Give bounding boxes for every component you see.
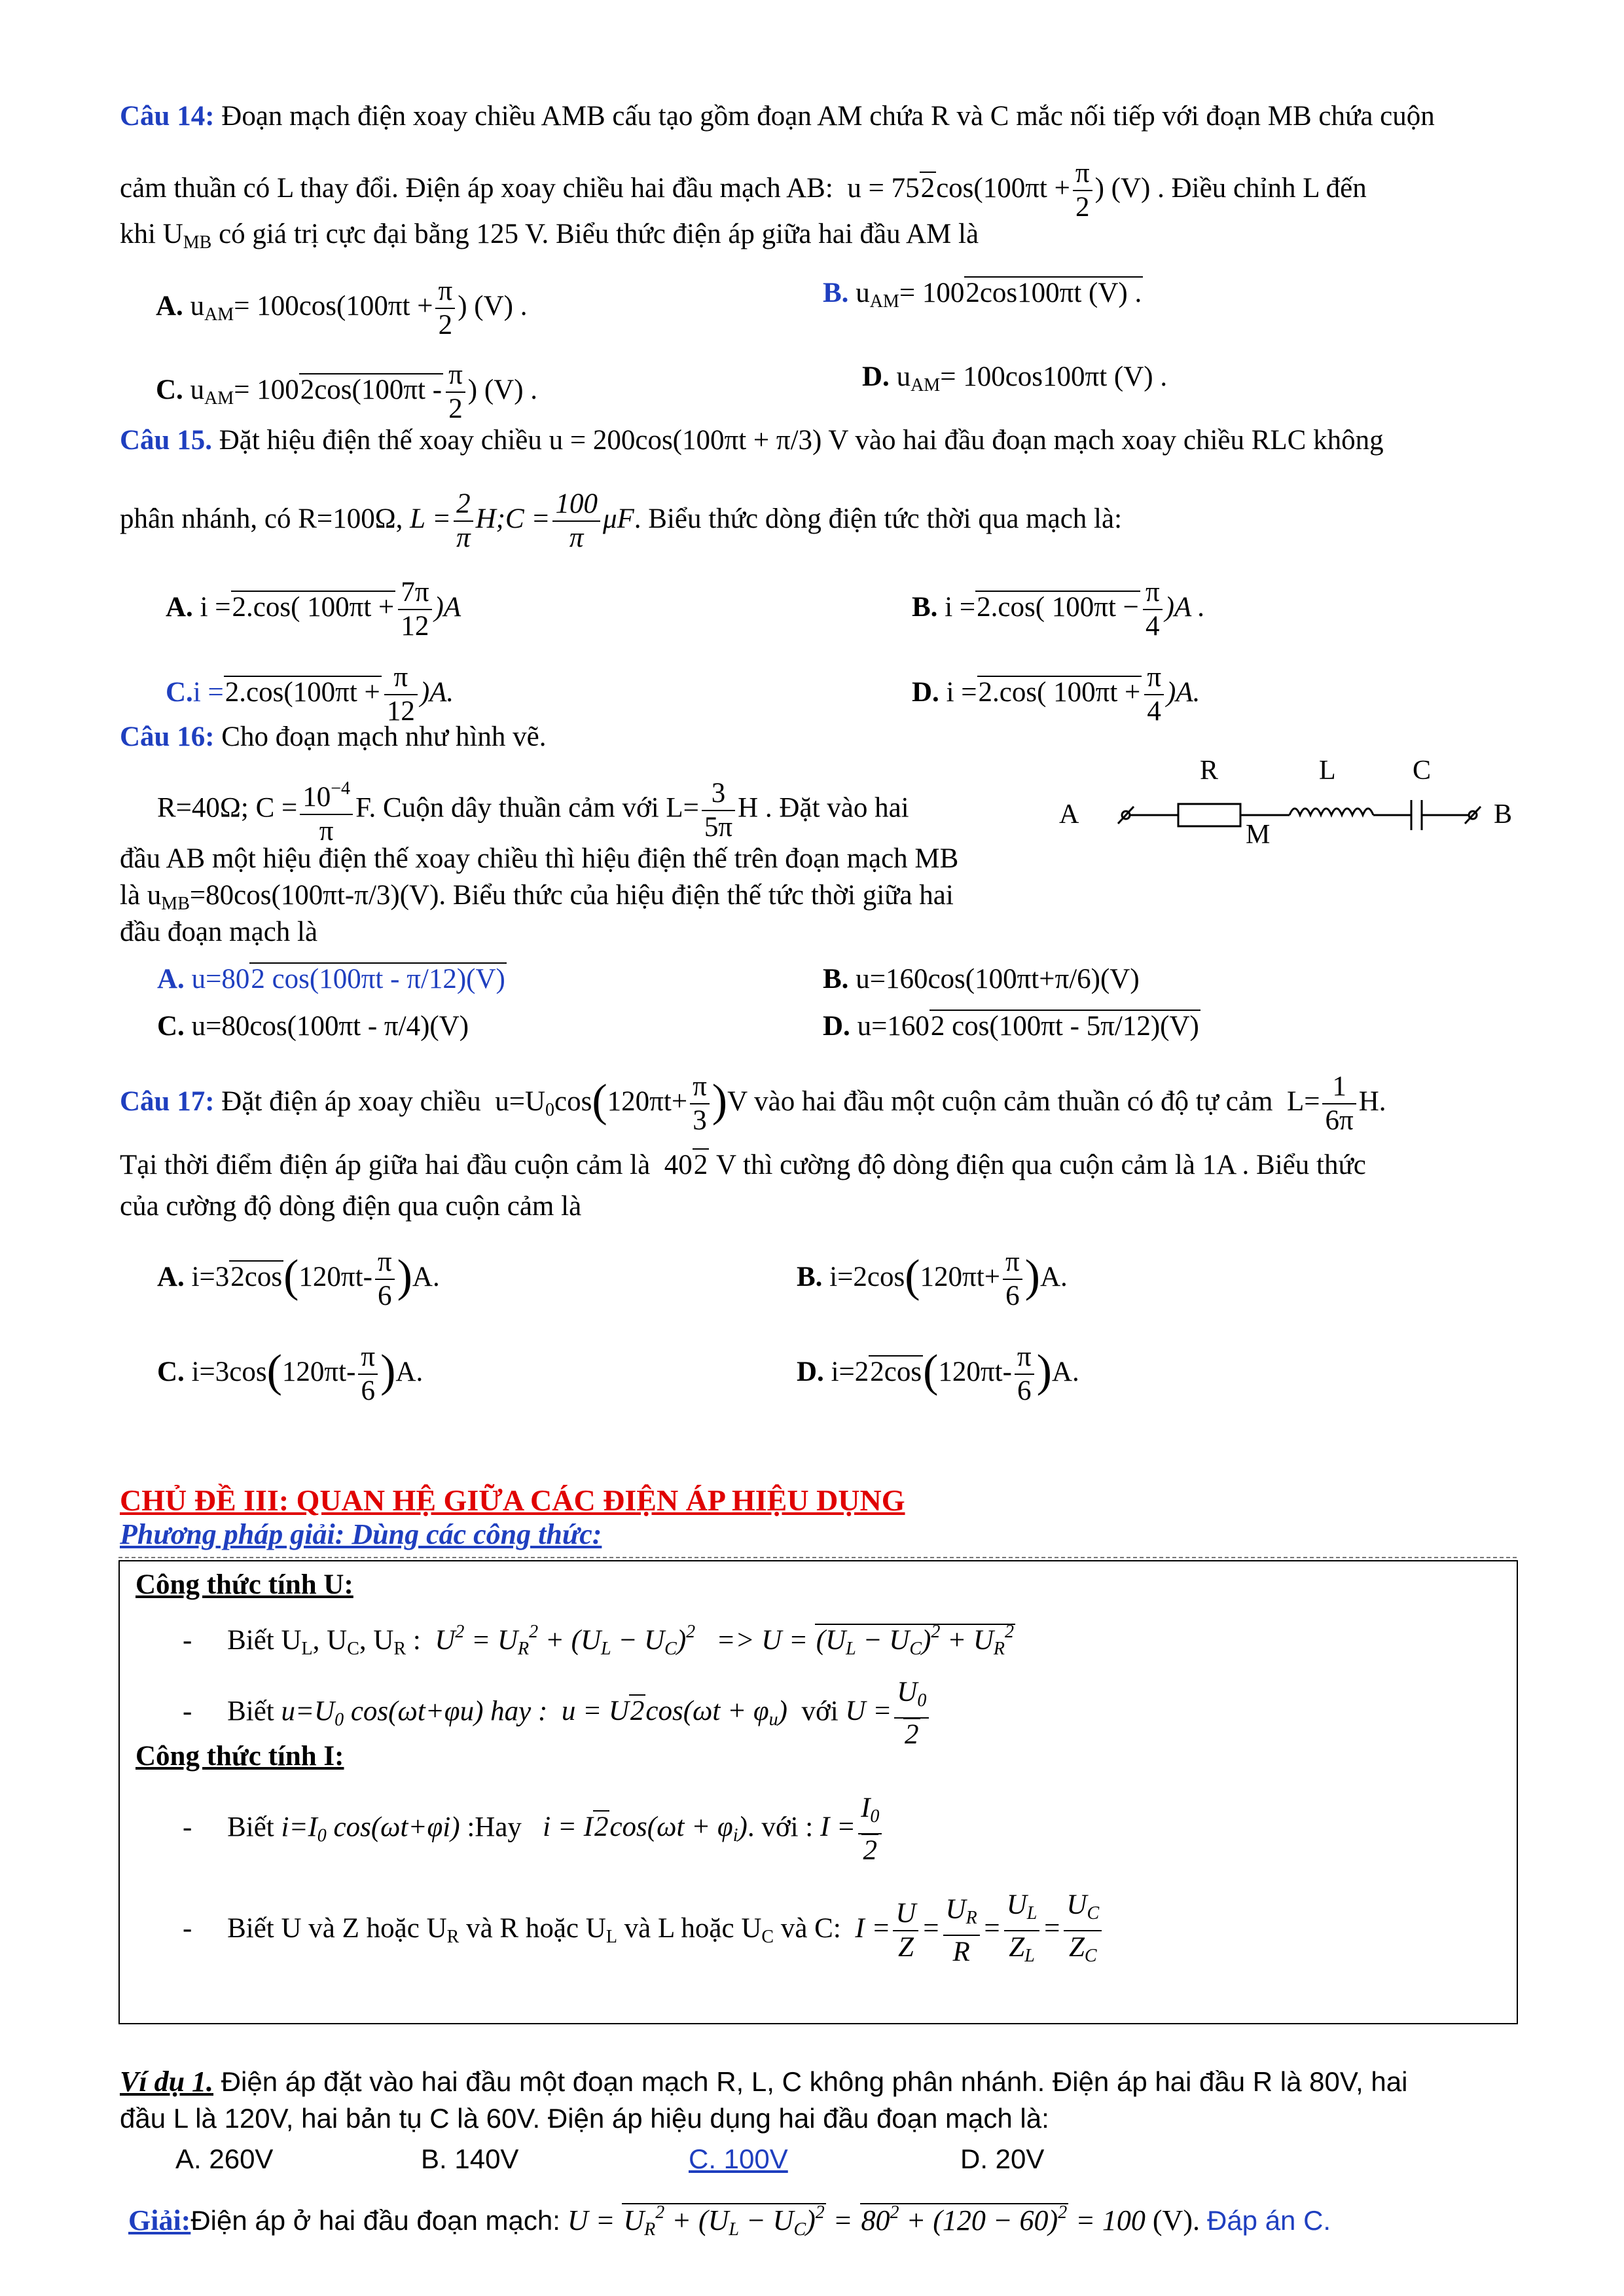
example-line1	[120, 2064, 1407, 2100]
q16-text4b: =80cos(100πt-π/3)(V). Biểu thức của hiệu điện thế tức thời giữa hai	[189, 880, 954, 911]
option-expr: = 100	[234, 374, 299, 405]
option-label: A.	[157, 1261, 185, 1292]
option-tail: A.	[395, 1356, 424, 1387]
option-pre: i=2	[831, 1356, 869, 1387]
example-option-a[interactable]: A. 260V	[175, 2143, 274, 2174]
q17-l-formula: L= $\frac{1}{6\pi}$ H.	[1280, 1071, 1386, 1136]
option-label: B.	[797, 1261, 823, 1292]
formula-row-3: - Biết $i=I_0$ cos(ωt+φi) :Hay $i = I2\cos(\omega t + \varphi_i)$. với : I = $\frac{I_0}{2}$	[183, 1792, 884, 1867]
q17-line3: của cường độ dòng điện qua cuộn cảm là	[120, 1191, 582, 1222]
q16-text2c: H . Đặt vào hai	[738, 792, 909, 824]
q15-text2b: . Biểu thức dòng điện tức thời qua mạch là:	[634, 503, 1123, 534]
q15-option-b[interactable]	[912, 576, 1205, 643]
q14-option-a[interactable]	[156, 275, 527, 342]
solution-label: Giải:	[128, 2204, 191, 2236]
option-label: C.	[156, 374, 183, 405]
q16-text2a: R=40Ω; C =	[157, 792, 298, 824]
example-solution: Giải:Điện áp ở hai đầu đoạn mạch: $U = U_R^2 + (U_L - U_C)^2 = 80^2 + (120 - 60)^2 = 100$ (V). Đáp án C.	[128, 2202, 1331, 2240]
option-tail: 2 cos(100πt - 5π/12)(V)	[930, 1011, 1199, 1042]
option-mid: 2cos	[230, 1261, 283, 1292]
option-label: B.	[912, 591, 938, 623]
option-label: D.	[823, 1011, 850, 1042]
option-text: u=160cos(100πt+π/6)(V)	[856, 964, 1140, 994]
option-tail: A.	[1051, 1356, 1079, 1387]
option-frac: $\frac{\pi}{2}$	[435, 275, 455, 342]
example-option-c[interactable]: C. 100V	[689, 2143, 788, 2174]
option-den: 4	[1147, 696, 1161, 727]
option-tail: )A	[434, 591, 461, 623]
example-label: Ví dụ 1.	[120, 2066, 214, 2098]
option-frac: $\frac{\pi}{2}$	[446, 359, 465, 426]
formula-row-4: - Biết U và Z hoặc $U_R$ và R hoặc $U_L$ và L hoặc $U_C$ và C: I = $\frac{U}{Z}$ = $\frac{U_R}{R}$ = $\frac{U_L}{Z_L}$ = $\frac{U_C}{Z_C}$	[183, 1889, 1104, 1973]
example-option-d[interactable]: D. 20V	[960, 2143, 1045, 2174]
node-b-label: B	[1494, 799, 1513, 829]
option-unit: ) (V) .	[467, 374, 538, 405]
q15-option-a[interactable]	[166, 576, 461, 643]
example-option-b[interactable]: B. 140V	[421, 2143, 519, 2174]
option-mid: 2.cos( 100πt −	[977, 591, 1139, 623]
q14-label: Câu 14:	[120, 101, 215, 132]
q16-line1	[120, 719, 547, 756]
q14-text3: khi U	[120, 219, 183, 249]
circuit-diagram	[1047, 753, 1519, 864]
q16-text4: là u	[120, 880, 162, 911]
option-mid: 2.cos( 100πt +	[232, 591, 395, 623]
q14-option-c[interactable]	[156, 359, 537, 426]
q16-option-d[interactable]	[823, 1008, 1200, 1045]
node-m-label: M	[1246, 820, 1271, 850]
q15-label: Câu 15.	[120, 425, 212, 456]
option-pre: u	[190, 374, 205, 405]
option-body: i =	[946, 676, 977, 708]
formula-u-heading: Công thức tính U:	[135, 1569, 353, 1600]
q17-text2a: Tại thời điểm điện áp giữa hai đầu cuộn cảm là	[120, 1150, 651, 1180]
q14-text3-sub: MB	[183, 232, 212, 253]
option-mid: 2.cos( 100πt +	[978, 676, 1141, 708]
solution-text: Điện áp ở hai đầu đoạn mạch:	[190, 2205, 560, 2236]
option-pre: i=3	[191, 1261, 230, 1292]
q17-text1a: Đặt điện áp xoay chiều	[221, 1085, 481, 1117]
q14-option-d[interactable]	[862, 359, 1167, 404]
option-sub: AM	[204, 388, 234, 409]
q17-option-b[interactable]: B. i=2cos(120πt+ $\frac{\pi}{6}$ )A.	[797, 1247, 1068, 1311]
option-pre: i=3cos	[191, 1356, 267, 1387]
q15-option-d[interactable]	[912, 661, 1200, 728]
option-sub: AM	[869, 291, 899, 312]
option-tail: )A .	[1164, 591, 1205, 623]
q15-text1: Đặt hiệu điện thế xoay chiều u = 200cos(100πt + π/3) V vào hai đầu đoạn mạch xoay chiều RLC không	[219, 425, 1384, 456]
option-mid: 2cos	[870, 1356, 922, 1387]
option-label: D.	[797, 1356, 824, 1387]
q14-line2	[120, 157, 1367, 224]
q15-line1	[120, 422, 1384, 459]
option-text: u=160	[857, 1011, 929, 1042]
q17-line2	[120, 1147, 1366, 1184]
resistor-label: R	[1200, 756, 1219, 786]
option-den: 12	[401, 611, 429, 642]
option-tail: 2 cos(100πt - π/12)(V)	[251, 964, 505, 994]
option-tail: )A.	[420, 676, 454, 708]
q14-formula: u = 752cos(100πt + $\frac{\pi}{2}$	[840, 173, 1095, 204]
q15-option-c[interactable]	[166, 661, 454, 728]
q15-line2	[120, 488, 1122, 555]
q16-option-b[interactable]	[823, 961, 1140, 998]
option-label: A.	[156, 290, 183, 321]
q16-line2: R=40Ω; C = $\frac{10^{-4}}{\pi}$ F. Cuộn dây thuần cảm với L= $\frac{3}{5\pi}$ H . Đặt vào hai	[157, 773, 909, 848]
inductor-label: L	[1319, 756, 1336, 786]
option-expr: = 100	[899, 278, 965, 308]
option-pre: u	[896, 361, 911, 392]
inductor-symbol	[1290, 809, 1373, 815]
q14-text3b: có giá trị cực đại bằng 125 V. Biểu thức điện áp giữa hai đầu AM là	[211, 219, 979, 249]
q15-lc-formula: L = $\frac{2}{\pi}$ H;C = $\frac{100}{\pi}$ μF	[410, 488, 634, 553]
formula-row-2: - Biết $u=U_0$ cos(ωt+φu) hay : $u = U2\cos(\omega t + \varphi_u)$ với U = $\frac{U_0}{2}$	[183, 1676, 931, 1751]
formula-box	[118, 1560, 1518, 2024]
q14-text1: Đoạn mạch điện xoay chiều AMB cấu tạo gồm đoạn AM chứa R và C mắc nối tiếp với đoạn MB chứa cuộn	[221, 101, 1435, 132]
option-label: D.	[912, 676, 939, 708]
capacitor-label: C	[1413, 756, 1432, 786]
q16-label: Câu 16:	[120, 721, 215, 752]
option-label: D.	[862, 361, 890, 392]
option-inner: 120πt-	[281, 1356, 356, 1387]
option-num: π	[1143, 576, 1163, 610]
option-mid: 2.cos(100πt +	[225, 676, 380, 708]
separator-dashed	[118, 1557, 1517, 1558]
option-label: A.	[166, 591, 193, 623]
option-pre: u	[190, 290, 205, 321]
formula-i-heading: Công thức tính I:	[135, 1741, 344, 1772]
option-label: B.	[823, 964, 849, 994]
q17-voltage: 402	[650, 1150, 708, 1180]
option-text: u=80cos(100πt - π/4)(V)	[191, 1011, 469, 1042]
resistor-symbol	[1178, 804, 1240, 826]
q17-label: Câu 17:	[120, 1085, 215, 1117]
option-tail: A.	[1039, 1261, 1068, 1292]
option-label: C.	[166, 676, 193, 708]
option-text: u=80	[191, 964, 250, 994]
q16-text4-sub: MB	[161, 894, 190, 914]
option-tail: )A.	[1166, 676, 1200, 708]
node-a-label: A	[1059, 799, 1079, 829]
q16-line5: đầu đoạn mạch là	[120, 917, 318, 947]
option-sub: AM	[911, 375, 941, 395]
q17-line1	[120, 1070, 1386, 1137]
option-inner: 120πt-	[298, 1261, 372, 1292]
q17-text2b: V thì cường độ dòng điện qua cuộn cảm là 1A . Biểu thức	[715, 1150, 1366, 1180]
q15-text2a: phân nhánh, có R=100Ω,	[120, 503, 403, 534]
formula-row-1: - Biết $U_L$, $U_C$, $U_R$ : $U^2 = U_R^2 + (U_L - U_C)^2 => U = (U_L - U_C)^2 + U_R^2$	[183, 1622, 1015, 1659]
q17-formula: $u=U_0\cos(120\pi t+$ $\frac{\pi}{3}$ )	[488, 1071, 728, 1136]
option-body: i =	[945, 591, 976, 623]
option-sub: AM	[204, 304, 234, 325]
option-label: B.	[823, 278, 849, 308]
q14-line3	[120, 216, 979, 261]
topic-title: CHỦ ĐỀ III: QUAN HỆ GIỮA CÁC ĐIỆN ÁP HIỆU DỤNG	[120, 1484, 905, 1517]
q17-text1b: V vào hai đầu một cuộn cảm thuần có độ tự cảm	[727, 1085, 1273, 1117]
q16-text2b: F. Cuộn dây thuần cảm với L=	[355, 792, 699, 824]
solution-answer: Đáp án C.	[1206, 2205, 1331, 2236]
q14-option-b[interactable]	[823, 275, 1143, 320]
option-label: C.	[157, 1011, 185, 1042]
option-num: 7π	[398, 576, 431, 610]
q14-text2b: ) (V) . Điều chỉnh L đến	[1094, 172, 1367, 204]
option-tail: ) (V) .	[458, 290, 528, 321]
option-num: π	[384, 661, 418, 695]
option-tail: A.	[412, 1261, 440, 1292]
option-body: i =	[200, 591, 231, 623]
solution-result: (V).	[1152, 2204, 1200, 2236]
q16-option-a[interactable]	[157, 961, 507, 998]
q16-option-c[interactable]	[157, 1008, 469, 1045]
option-expr: = 100cos(100πt +	[234, 290, 433, 321]
option-den: 12	[386, 696, 415, 727]
option-label: C.	[157, 1356, 185, 1387]
option-pre: i=2cos	[829, 1261, 905, 1292]
q17-option-d[interactable]: D. i=22cos(120πt- $\frac{\pi}{6}$ )A.	[797, 1341, 1079, 1406]
option-tail: 2cos100πt (V) .	[965, 278, 1142, 308]
option-den: 4	[1146, 611, 1160, 642]
q16-text1: Cho đoạn mạch như hình vẽ.	[221, 721, 547, 752]
option-tail: 2cos(100πt -	[300, 374, 442, 405]
example-line2: đầu L là 120V, hai bản tụ C là 60V. Điện áp hiệu dụng hai đầu đoạn mạch là:	[120, 2103, 1049, 2134]
q14-text2a: cảm thuần có L thay đổi. Điện áp xoay chiều hai đầu mạch AB:	[120, 172, 833, 204]
method-heading: Phương pháp giải: Dùng các công thức:	[120, 1518, 602, 1550]
option-expr: = 100cos100πt (V) .	[940, 361, 1168, 392]
option-inner: 120πt+	[920, 1261, 1000, 1292]
option-inner: 120πt-	[938, 1356, 1012, 1387]
q17-option-a[interactable]: A. i=32cos(120πt- $\frac{\pi}{6}$ )A.	[157, 1247, 440, 1311]
circuit-wires	[1118, 800, 1481, 830]
q14-line1	[120, 98, 1435, 135]
option-label: A.	[157, 964, 185, 994]
option-num: π	[1144, 661, 1164, 695]
option-body: i =	[192, 676, 224, 708]
q16-line3: đầu AB một hiệu điện thế xoay chiều thì hiệu điện thế trên đoạn mạch MB	[120, 843, 959, 874]
q17-option-c[interactable]: C. i=3cos(120πt- $\frac{\pi}{6}$ )A.	[157, 1341, 424, 1406]
example-text1: Điện áp đặt vào hai đầu một đoạn mạch R, L, C không phân nhánh. Điện áp hai đầu R là 80V, hai	[221, 2066, 1408, 2097]
option-pre: u	[856, 278, 870, 308]
